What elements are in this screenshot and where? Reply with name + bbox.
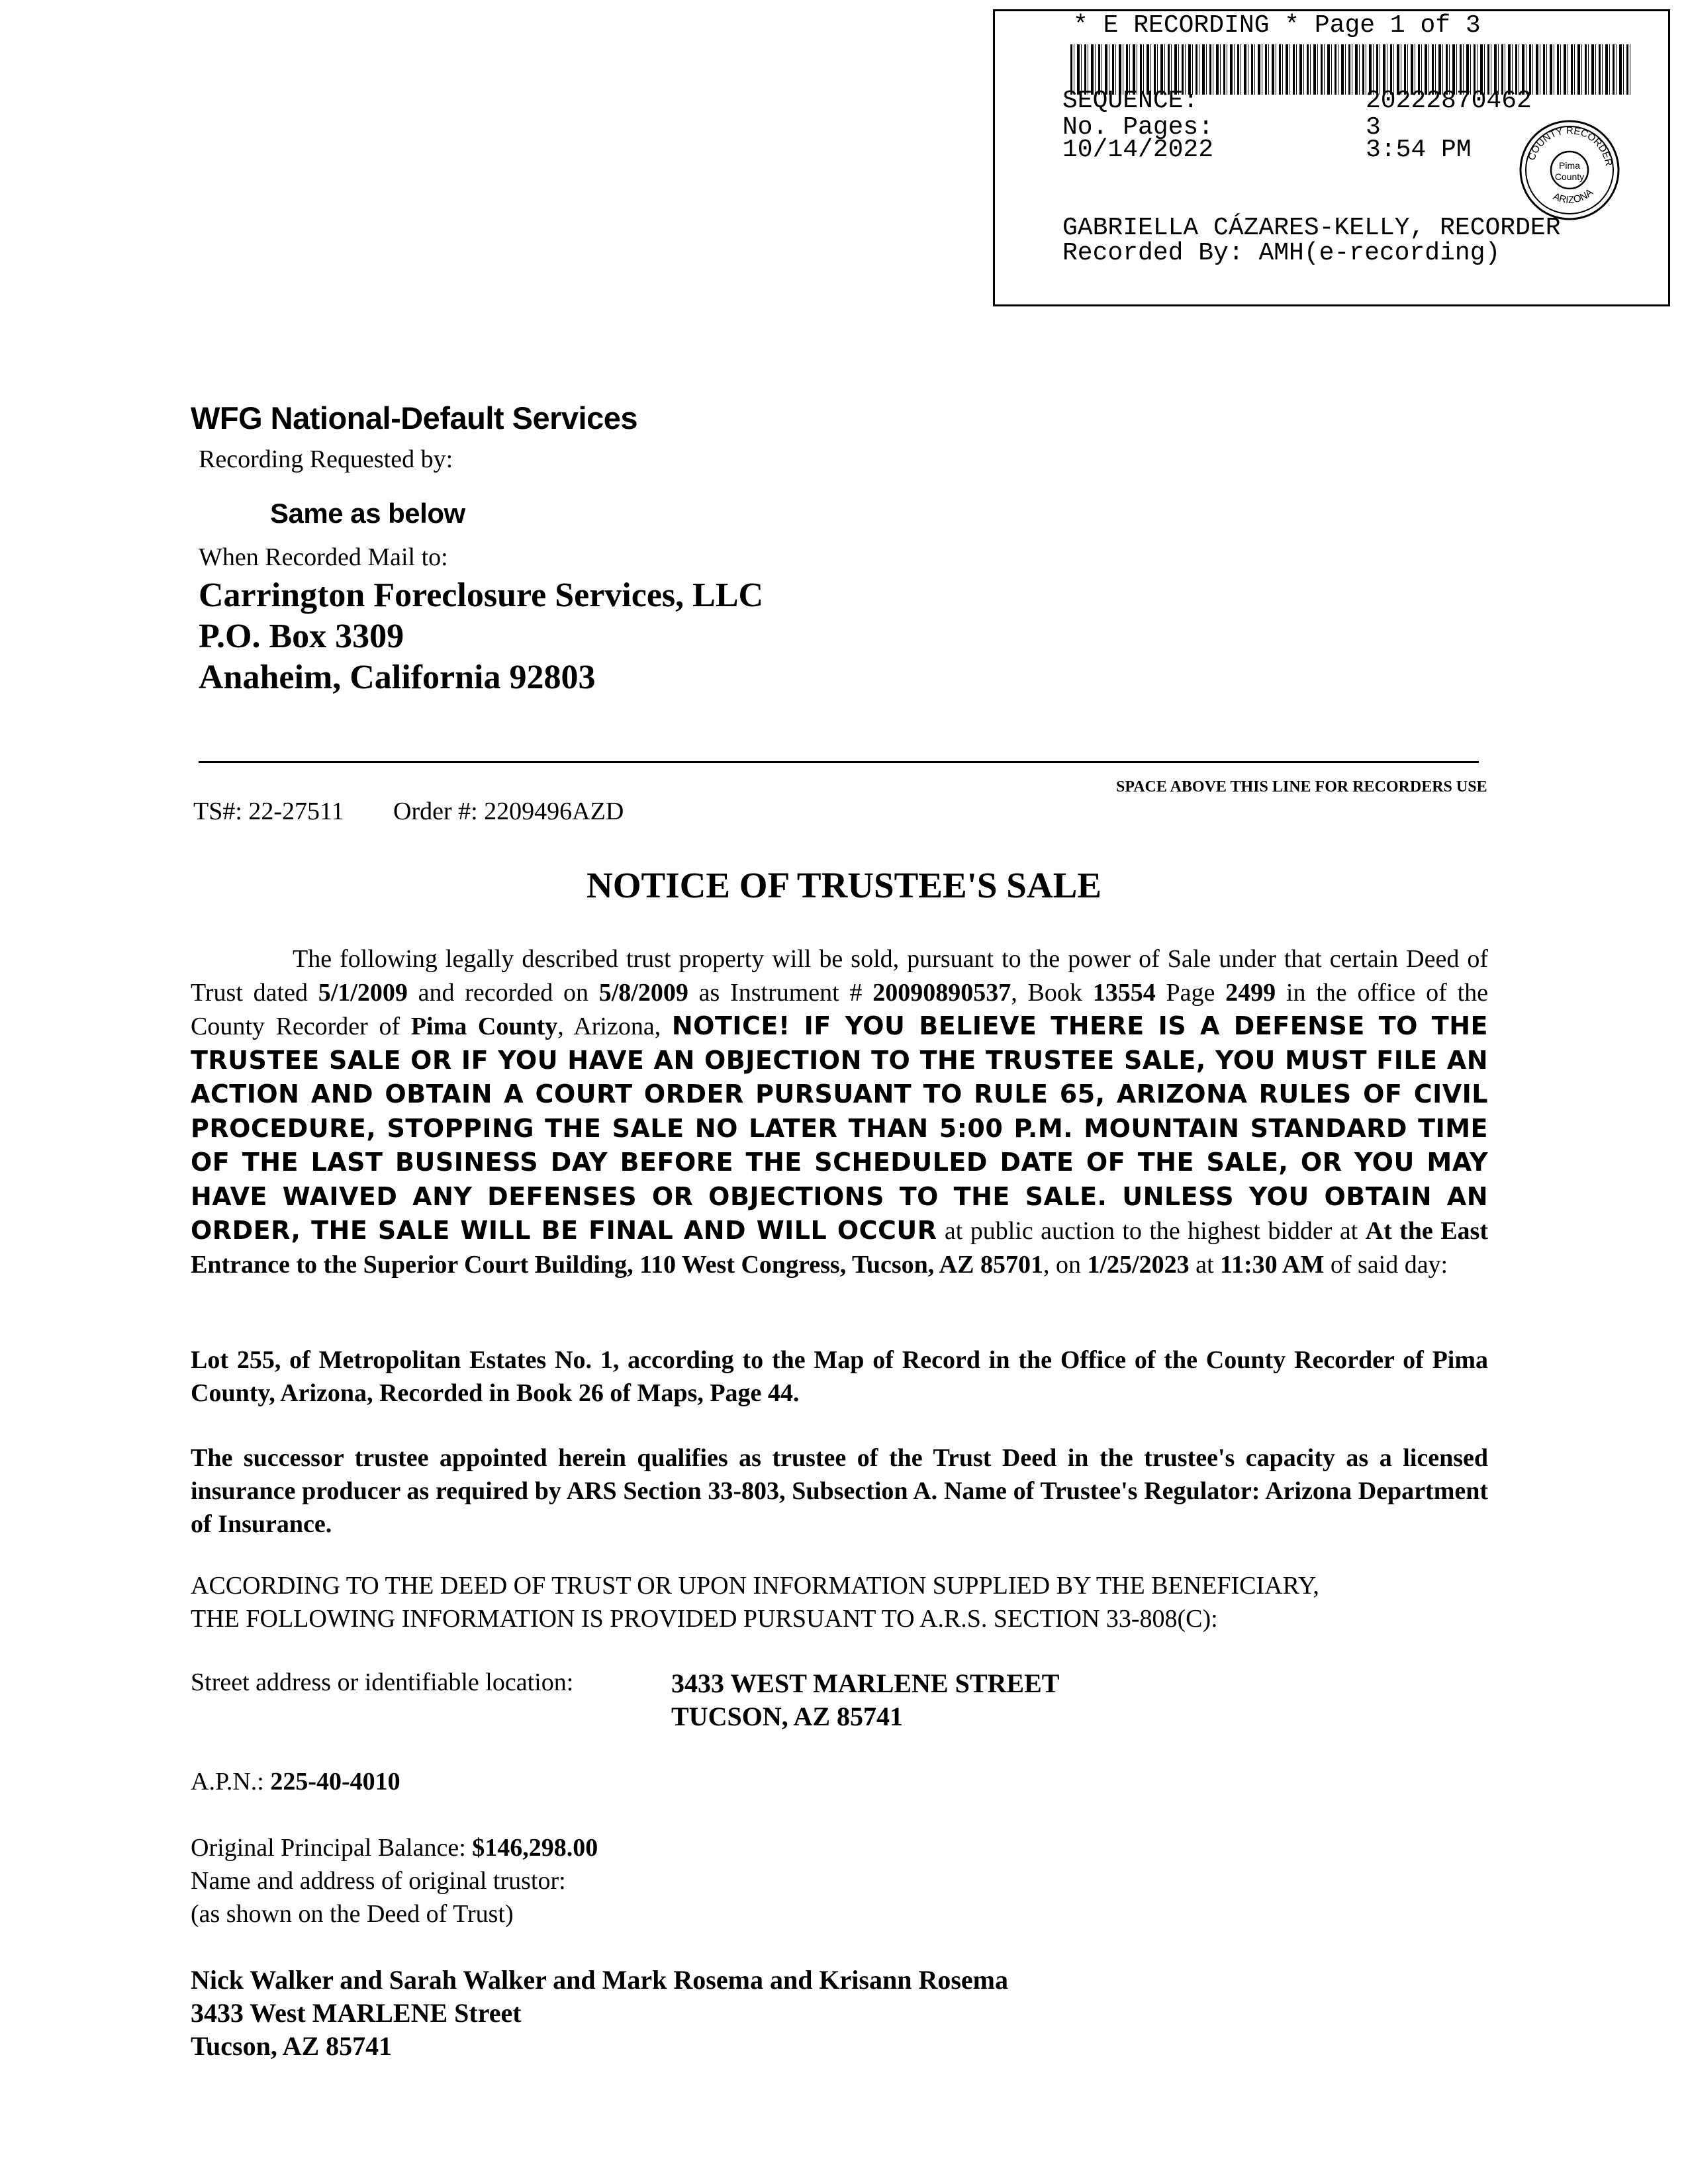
svg-text:County: County [1554, 171, 1585, 182]
mail-to-name: Carrington Foreclosure Services, LLC [199, 576, 764, 614]
requested-by-label: Recording Requested by: [199, 445, 453, 473]
record-time: 3:54 PM [1366, 136, 1472, 164]
county-name: Pima County [410, 1013, 558, 1040]
objection-notice: NOTICE! IF YOU BELIEVE THERE IS A DEFENSE TO THE TRUSTEE SALE OR IF YOU HAVE AN OBJECTION TO THE TRUSTEE SALE, YOU MUST FILE AN ACTION AND OBTAIN A COURT ORDER PURSUANT TO RULE 65, ARIZONA RULES OF CIVIL PROCEDURE, STOPPING THE SALE NO LATER THAN 5:00 P.M. MOUNTAIN STANDARD TIME OF THE LAST BUSINESS DAY BEFORE THE SCHEDULED DATE OF THE SALE, OR YOU MAY HAVE WAIVED ANY DEFENSES OR OBJECTIONS TO THE SALE. UNLESS YOU OBTAIN AN ORDER, THE SALE WILL BE FINAL AND WILL OCCUR [191, 1011, 1488, 1245]
balance-label: Original Principal Balance: [191, 1834, 473, 1862]
trustee-statement: The successor trustee appointed herein qualifies as trustee of the Trust Deed in the trustee's capacity as a licensed insurance producer as required by ARS Section 33-803, Subsection A. Name of Trustee's Regulator: Arizona Department of Insurance. [191, 1444, 1488, 1538]
trustor-city: Tucson, AZ 85741 [191, 2031, 393, 2061]
recording-stamp [993, 9, 1670, 306]
recorded-date: 5/8/2009 [598, 978, 688, 1007]
instrument-number: 20090890537 [872, 978, 1011, 1007]
pages-label: No. Pages: [1062, 113, 1214, 142]
trustor-street: 3433 West MARLENE Street [191, 1998, 522, 2028]
recorder-divider-line [199, 761, 1479, 763]
apn-value: 225-40-4010 [270, 1768, 400, 1796]
ts-number: TS#: 22-27511 [193, 797, 344, 825]
intro-paragraph: The following legally described trust property will be sold, pursuant to the power of Sale under that certain Deed of Trust dated 5/1/2009 and recorded on 5/8/2009 as Instrument # 20090890537, Book 13554 Page 2499 in the office of the County Recorder of Pima County, Arizona, NOTICE! IF YOU BELIEVE THERE IS A DEFENSE TO THE TRUSTEE SALE OR IF YOU HAVE AN OBJECTION TO THE TRUSTEE SALE, YOU MUST FILE AN ACTION AND OBTAIN A COURT ORDER PURSUANT TO RULE 65, ARIZONA RULES OF CIVIL PROCEDURE, STOPPING THE SALE NO LATER THAN 5:00 P.M. MOUNTAIN STANDARD TIME OF THE LAST BUSINESS DAY BEFORE THE SCHEDULED DATE OF THE SALE, OR YOU MAY HAVE WAIVED ANY DEFENSES OR OBJECTIONS TO THE SALE. UNLESS YOU OBTAIN AN ORDER, THE SALE WILL BE FINAL AND WILL OCCUR at public auction to the highest bidder at At the East Entrance to the Superior Court Building, 110 West Congress, Tucson, AZ 85701, on 1/25/2023 at 11:30 AM of said day: [191, 945, 1488, 1279]
property-address-line-2: TUCSON, AZ 85741 [671, 1702, 904, 1731]
trustor-note: (as shown on the Deed of Trust) [191, 1900, 514, 1928]
mail-to-box: P.O. Box 3309 [199, 617, 404, 655]
sale-location: At the East Entrance to the Superior Court Building, 110 West Congress, Tucson, AZ 85701 [191, 1217, 1488, 1279]
space-above-note: SPACE ABOVE THIS LINE FOR RECORDERS USE [1116, 778, 1487, 796]
sequence-label: SEQUENCE: [1062, 87, 1199, 115]
according-line-2: THE FOLLOWING INFORMATION IS PROVIDED PURSUANT TO A.R.S. SECTION 33-808(C): [191, 1605, 1218, 1633]
mail-to-city: Anaheim, California 92803 [199, 659, 596, 696]
mail-to-label: When Recorded Mail to: [199, 543, 448, 571]
sequence-value: 20222870462 [1366, 87, 1532, 115]
apn-row [191, 1767, 400, 1796]
recorded-by: Recorded By: AMH(e-recording) [1062, 239, 1501, 267]
sale-time: 11:30 AM [1220, 1250, 1325, 1279]
page-number: 2499 [1225, 978, 1276, 1007]
document-title: NOTICE OF TRUSTEE'S SALE [586, 865, 1102, 905]
balance-row [191, 1833, 598, 1862]
legal-description: Lot 255, of Metropolitan Estates No. 1, according to the Map of Record in the Office of the County Recorder of Pima County, Arizona, Recorded in Book 26 of Maps, Page 44. [191, 1346, 1488, 1407]
svg-text:Pima: Pima [1559, 160, 1580, 171]
book-number: 13554 [1092, 978, 1156, 1007]
same-as-below: Same as below [270, 498, 465, 529]
according-line-1: ACCORDING TO THE DEED OF TRUST OR UPON INFORMATION SUPPLIED BY THE BENEFICIARY, [191, 1572, 1319, 1600]
apn-label: A.P.N.: [191, 1768, 271, 1796]
property-address-line-1: 3433 WEST MARLENE STREET [671, 1668, 1060, 1698]
svg-text:COUNTY RECORDER: COUNTY RECORDER [1526, 125, 1615, 167]
address-label: Street address or identifiable location: [191, 1668, 574, 1696]
trustor-label: Name and address of original trustor: [191, 1867, 566, 1895]
balance-value: $146,298.00 [472, 1834, 598, 1862]
county-seal-icon [1517, 117, 1622, 223]
pages-value: 3 [1366, 113, 1381, 142]
trustor-names: Nick Walker and Sarah Walker and Mark Rosema and Krisann Rosema [191, 1965, 1008, 1995]
order-number: Order #: 2209496AZD [393, 797, 624, 825]
stamp-header: * E RECORDING * Page 1 of 3 [1073, 11, 1481, 40]
sale-date: 1/25/2023 [1087, 1250, 1190, 1279]
deed-date: 5/1/2009 [318, 978, 408, 1007]
recorder-name: GABRIELLA CÁZARES-KELLY, RECORDER [1062, 214, 1561, 242]
svg-text:ARIZONA: ARIZONA [1551, 187, 1595, 206]
requesting-company: WFG National-Default Services [191, 400, 637, 435]
record-date: 10/14/2022 [1062, 136, 1214, 164]
